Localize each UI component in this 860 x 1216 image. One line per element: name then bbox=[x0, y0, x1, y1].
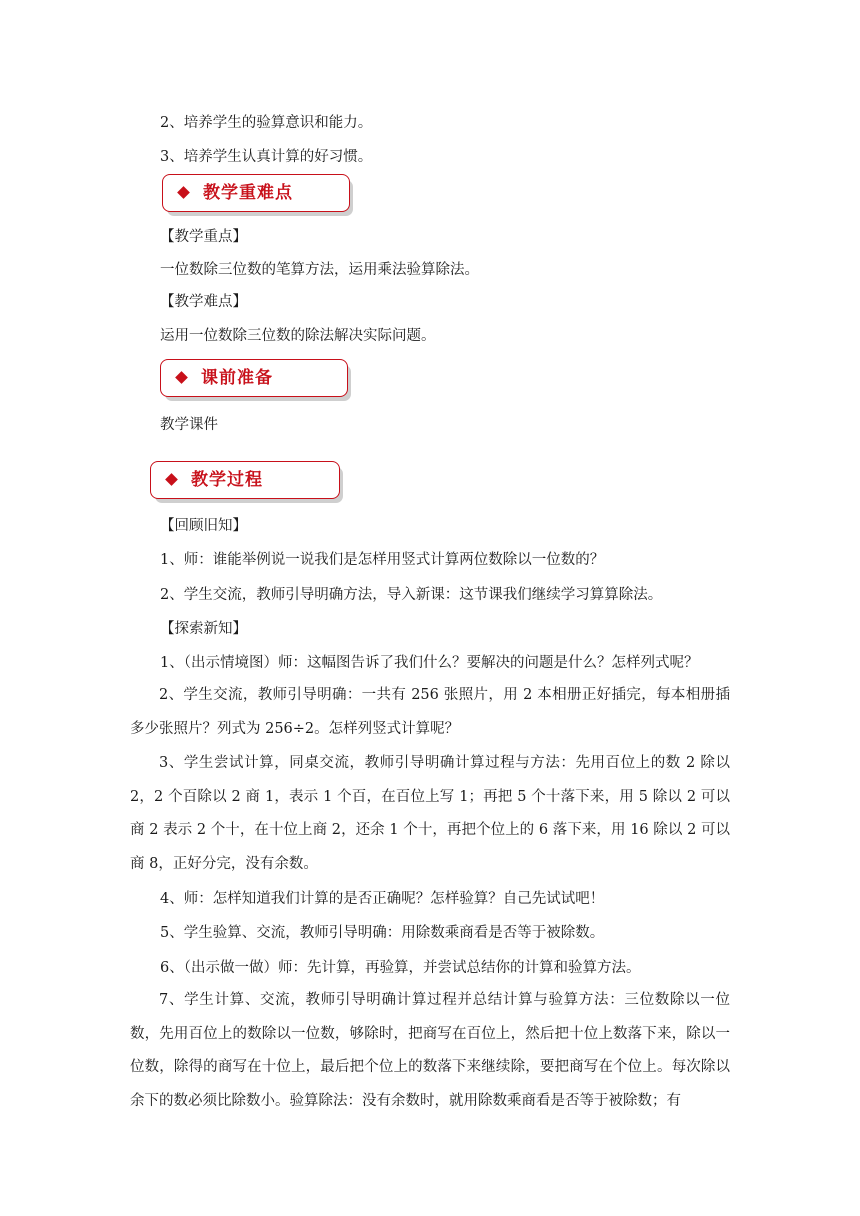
explore-label: 【探索新知】 bbox=[160, 621, 247, 637]
explore-item-4: 4、师：怎样知道我们计算的是否正确呢？怎样验算？自己先试试吧！ bbox=[160, 891, 605, 907]
section-title: 课前准备 bbox=[201, 368, 273, 388]
explore-item-2: 2、学生交流，教师引导明确：一共有 256 张照片，用 2 本相册正好插完，每本相册插多少张照片？列式为 256÷2。怎样列竖式计算呢？ bbox=[130, 687, 730, 737]
review-item-1: 1、师：谁能举例说一说我们是怎样用竖式计算两位数除以一位数的？ bbox=[160, 552, 605, 568]
section-header-key-points bbox=[162, 174, 350, 212]
diamond-bullet-icon bbox=[165, 473, 178, 486]
diamond-bullet-icon bbox=[177, 186, 190, 199]
section-header-process bbox=[150, 461, 340, 499]
difficult-point-label: 【教学难点】 bbox=[160, 294, 247, 310]
diamond-bullet-icon bbox=[175, 371, 188, 384]
key-point-text: 一位数除三位数的笔算方法，运用乘法验算除法。 bbox=[160, 262, 479, 278]
review-label: 【回顾旧知】 bbox=[160, 518, 247, 534]
section-title: 教学过程 bbox=[191, 470, 263, 490]
key-point-label: 【教学重点】 bbox=[160, 229, 247, 245]
explore-item-3: 3、学生尝试计算，同桌交流，教师引导明确计算过程与方法：先用百位上的数 2 除以 2，2 个百除以 2 商 1，表示 1 个百，在百位上写 1；再把 5 个十落下来，用 5 除以 2 可以商 2 表示 2 个十，在十位上商 2，还余 1 个十，再把个位上的 6 落下来，用 16 除以 2 可以商 8，正好分完，没有余数。 bbox=[130, 755, 730, 872]
goal-item-3: 3、培养学生认真计算的好习惯。 bbox=[160, 149, 373, 165]
goal-item-2: 2、培养学生的验算意识和能力。 bbox=[160, 115, 373, 131]
preparation-text: 教学课件 bbox=[160, 417, 218, 433]
section-title: 教学重难点 bbox=[203, 183, 293, 203]
review-item-2: 2、学生交流，教师引导明确方法，导入新课：这节课我们继续学习算算除法。 bbox=[160, 587, 663, 603]
difficult-point-text: 运用一位数除三位数的除法解决实际问题。 bbox=[160, 328, 436, 344]
explore-item-6: 6、（出示做一做）师：先计算，再验算，并尝试总结你的计算和验算方法。 bbox=[160, 960, 641, 976]
explore-item-1: 1、（出示情境图）师：这幅图告诉了我们什么？要解决的问题是什么？怎样列式呢？ bbox=[160, 655, 699, 671]
section-header-preparation bbox=[160, 359, 348, 397]
explore-item-5: 5、学生验算、交流，教师引导明确：用除数乘商看是否等于被除数。 bbox=[160, 925, 605, 941]
explore-item-7: 7、学生计算、交流，教师引导明确计算过程并总结计算与验算方法：三位数除以一位数，先用百位上的数除以一位数，够除时，把商写在百位上，然后把十位上数落下来，除以一位数，除得的商写在十位上，最后把个位上的数落下来继续除，要把商写在个位上。每次除以余下的数必须比除数小。验算除法：没有余数时，就用除数乘商看是否等于被除数；有 bbox=[130, 992, 730, 1109]
